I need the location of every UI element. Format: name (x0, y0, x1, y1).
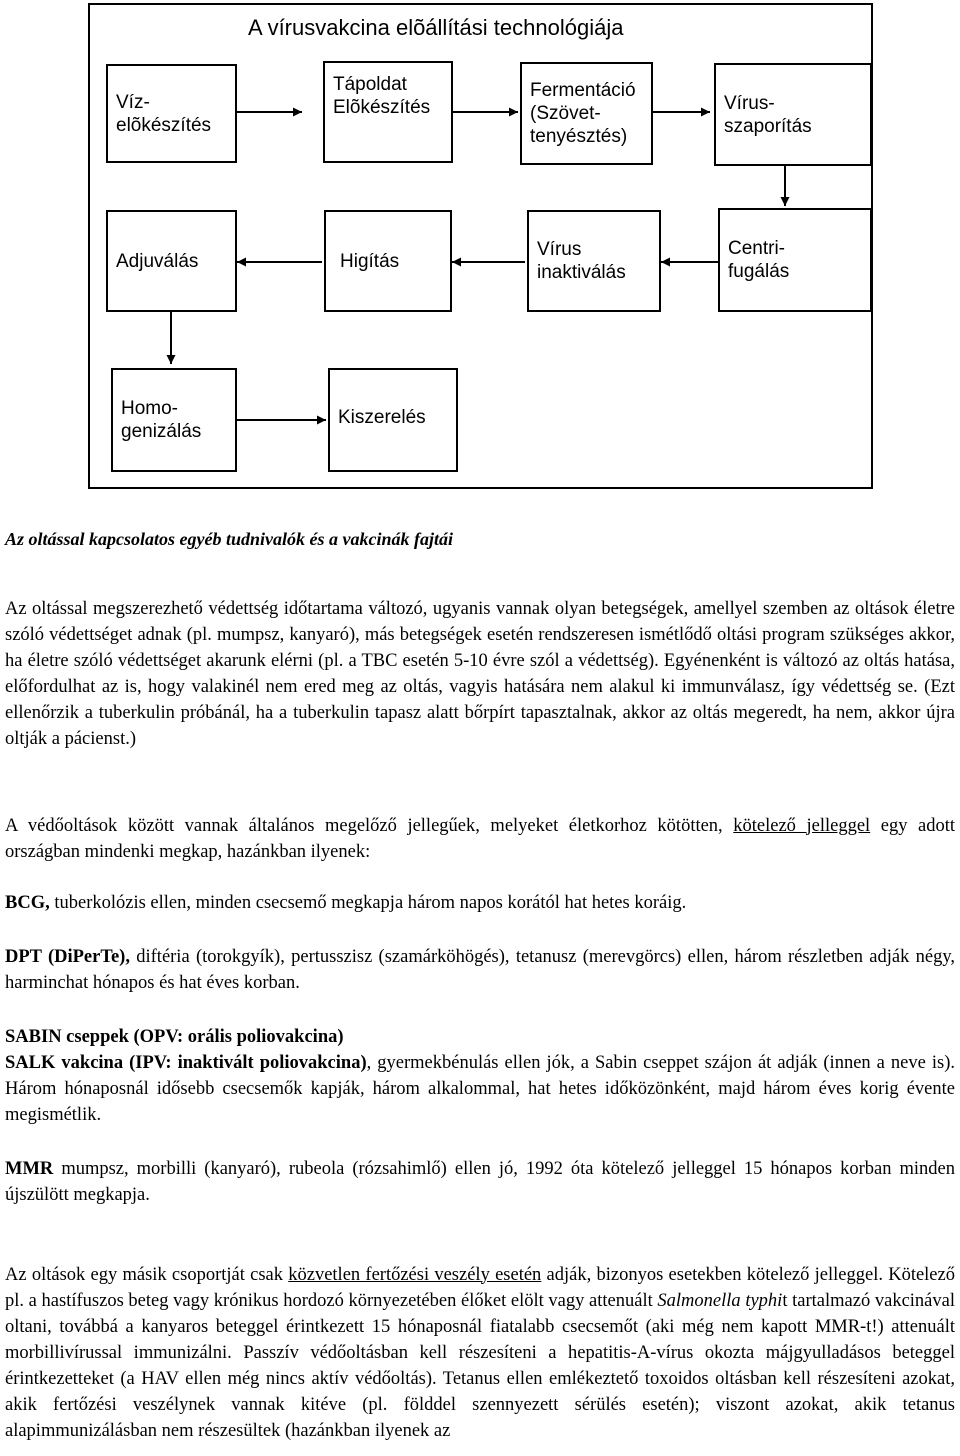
step-virus-inactivation: Vírus inaktiválás (527, 210, 661, 312)
step-medium-prep: Tápoldat Elõkészítés (323, 61, 453, 163)
section-heading: Az oltással kapcsolatos egyéb tudnivalók és a vakcinák fajtái (5, 529, 453, 549)
step-dilution: Higítás (324, 210, 452, 312)
step-adjuvation: Adjuválás (106, 210, 237, 312)
paragraph-bcg: BCG, tuberkolózis ellen, minden csecsemő megkapja három napos korától hat hetes koráig. (5, 892, 687, 913)
step-virus-propagation: Vírus- szaporítás (714, 63, 872, 166)
paragraph-exposure-vaccines: Az oltások egy másik csoportját csak közvetlen fertőzési veszély esetén adják, bizonyos esetekben kötelező jelleggel. Kötelező pl. a hastífuszos beteg vagy krónikus hordozó környezetében élőket elölt vagy attenuált Salmonella typhit tartalmazó vakcinával oltani, továbbá a kanyaros beteggel érintkezett 15 hónaposnál fiatalabb csecsemőt (aki még nem kapott MMR-t!) attenuált morbillivírussal immunizálni. Passzív védőoltásban kell részesíteni a hepatitis-A-vírus okozta májgyulladásos beteggel érintkezetteket (a HAV ellen még nincs aktív védőoltás). Tetanus ellen emlékeztető toxoidos oltásban kell részesíteni azokat, akik fertőzési veszélynek vannak kitéve (pl. földdel szennyezett sérülés esetén); viszont azokat, akik tetanus alapimmunizálásban nem részesültek (hazánkban ilyenek az (5, 1264, 955, 1441)
vaccine-name-salk: SALK vakcina (IPV: inaktivált poliovakcina) (5, 1052, 367, 1073)
paragraph-mmr: MMR mumpsz, morbilli (kanyaró), rubeola (rózsahimlő) ellen jó, 1992 óta kötelező jelleggel 15 hónapos korban minden újszülött megkapja. (5, 1158, 955, 1205)
step-centrifugation: Centri- fugálás (718, 208, 872, 312)
step-fermentation: Fermentáció (Szövet- tenyésztés) (520, 62, 653, 165)
step-packaging: Kiszerelés (328, 368, 458, 472)
diagram-title: A vírusvakcina elõállítási technológiája (248, 15, 624, 40)
step-water-prep: Víz- elõkészítés (106, 64, 237, 163)
vaccine-name-mmr: MMR (5, 1158, 54, 1179)
vaccine-name-sabin: SABIN cseppek (OPV: orális poliovakcina) (5, 1026, 344, 1047)
paragraph-polio: SABIN cseppek (OPV: orális poliovakcina) SALK vakcina (IPV: inaktivált poliovakcina), gyermekbénulás ellen jók, a Sabin cseppet szájon át adják (innen a neve is). Három hónaposnál idősebb csecsemők kapják, három alkalommal, hat hetes időközönként, majd három éves korig évente megismétlik. (5, 1026, 955, 1125)
step-homogenization: Homo- genizálás (111, 368, 237, 472)
vaccine-name-bcg: BCG, (5, 892, 50, 913)
paragraph-immunity-duration: Az oltással megszerezhető védettség időtartama változó, ugyanis vannak olyan betegségek, amellyel szemben az oltások életre szóló védettséget adnak (pl. mumpsz, kanyaró), más betegségek esetén rendszeresen ismétlődő oltási program szükséges akkor, ha életre szóló védettséget akarunk elérni (pl. a TBC esetén 5-10 évre szól a védettség). Egyénenként is változó az oltás hatása, előfordulhat az is, hogy valakinél nem ered meg az oltás, vagyis hatására nem alakul ki immunválasz, így védettség se. (Ezt ellenőrzik a tuberkulin próbánál, ha a tuberkulin tapasz alatt bőrpírt tapasztalnak, akkor az oltás megeredt, ha nem, akkor újra oltják a pácienst.) (5, 598, 955, 749)
vaccine-production-diagram (0, 0, 960, 500)
vaccine-name-dpt: DPT (DiPerTe), (5, 946, 130, 967)
paragraph-dpt: DPT (DiPerTe), diftéria (torokgyík), pertusszisz (szamárköhögés), tetanusz (merevgörcs) ellen, három részletben adják négy, harminchat hónapos és hat éves korban. (5, 946, 955, 993)
paragraph-mandatory-vaccines: A védőoltások között vannak általános megelőző jellegűek, melyeket életkorhoz kötötten, kötelező jelleggel egy adott országban mindenki megkap, hazánkban ilyenek: (5, 815, 955, 862)
